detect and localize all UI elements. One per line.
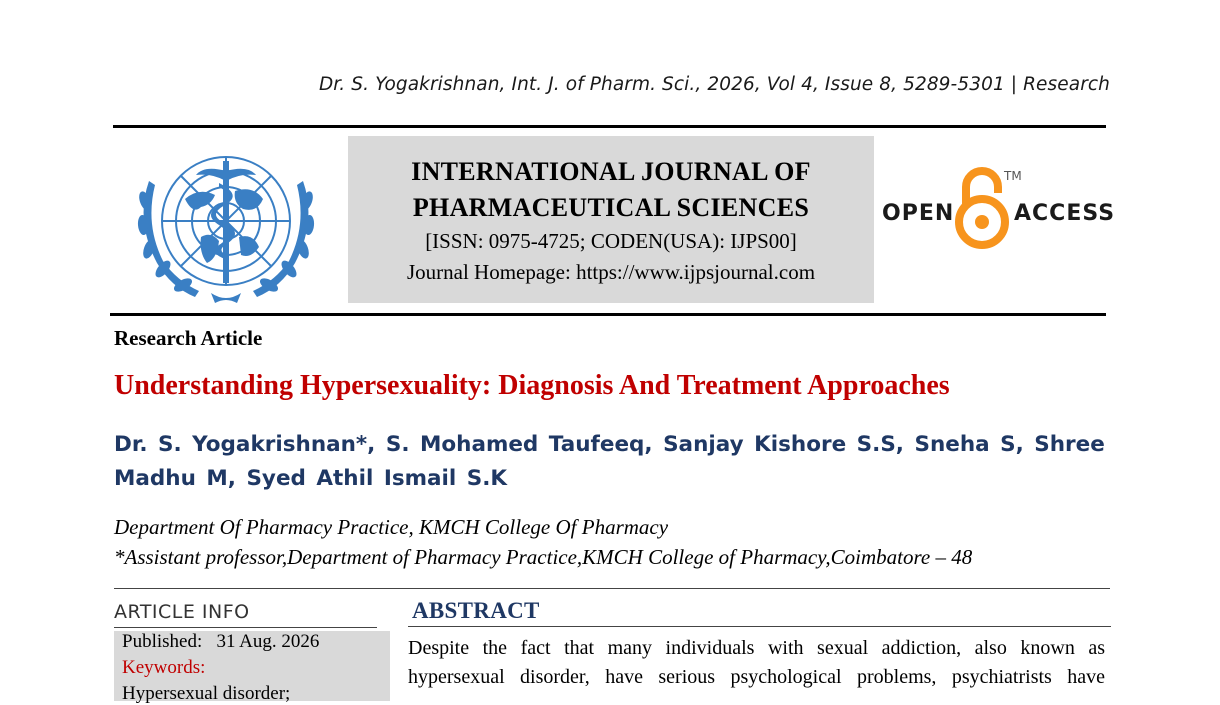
keywords-value: Hypersexual disorder; <box>122 683 291 704</box>
affiliation-2: *Assistant professor,Department of Pharmacy Practice,KMCH College of Pharmacy,Coimbatore – 48 <box>114 545 973 569</box>
article-info-label: ARTICLE INFO <box>114 601 250 623</box>
author-list <box>114 428 1110 496</box>
journal-homepage: Journal Homepage: https://www.ijpsjournal.com <box>406 260 816 284</box>
journal-issn: [ISSN: 0975-4725; CODEN(USA): IJPS00] <box>425 229 797 253</box>
published-date: Published: 31 Aug. 2026 <box>122 631 320 652</box>
abstract-line-1: Despite the fact that many individuals with sexual addiction, also known as <box>408 637 1105 659</box>
article-title: Understanding Hypersexuality: Diagnosis And Treatment Approaches <box>114 370 950 401</box>
open-access-logo <box>880 165 1116 255</box>
authors-line-2: Madhu M, Syed Athil Ismail S.K <box>114 466 508 491</box>
journal-masthead <box>348 136 874 303</box>
header-bottom-rule <box>110 313 1106 316</box>
open-access-right-text: ACCESS <box>1014 201 1116 226</box>
trademark-mark: TM <box>1004 169 1022 183</box>
abstract-heading: ABSTRACT <box>412 598 540 623</box>
authors-line-1: Dr. S. Yogakrishnan*, S. Mohamed Taufeeq, Sanjay Kishore S.S, Sneha S, Shree <box>114 432 1105 457</box>
abstract-line-2: hypersexual disorder, have serious psychological problems, psychiatrists have <box>408 666 1105 688</box>
abstract-rule <box>408 626 1111 627</box>
un-emblem-caduceus-icon <box>127 141 325 306</box>
journal-title-line2: PHARMACEUTICAL SCIENCES <box>412 193 810 222</box>
header-top-rule <box>113 125 1106 128</box>
open-access-left-text: OPEN <box>882 201 955 226</box>
affiliation-rule <box>114 588 1110 589</box>
running-head: Dr. S. Yogakrishnan, Int. J. of Pharm. Sci., 2026, Vol 4, Issue 8, 5289-5301 | Research <box>318 74 1110 95</box>
journal-title-line1: INTERNATIONAL JOURNAL OF <box>411 157 811 186</box>
affiliation-1: Department Of Pharmacy Practice, KMCH College Of Pharmacy <box>114 515 669 539</box>
journal-title <box>348 154 874 226</box>
abstract-text <box>408 634 1105 692</box>
article-info-rule <box>114 627 377 628</box>
keywords-label: Keywords: <box>122 657 206 678</box>
article-type: Research Article <box>114 326 263 350</box>
